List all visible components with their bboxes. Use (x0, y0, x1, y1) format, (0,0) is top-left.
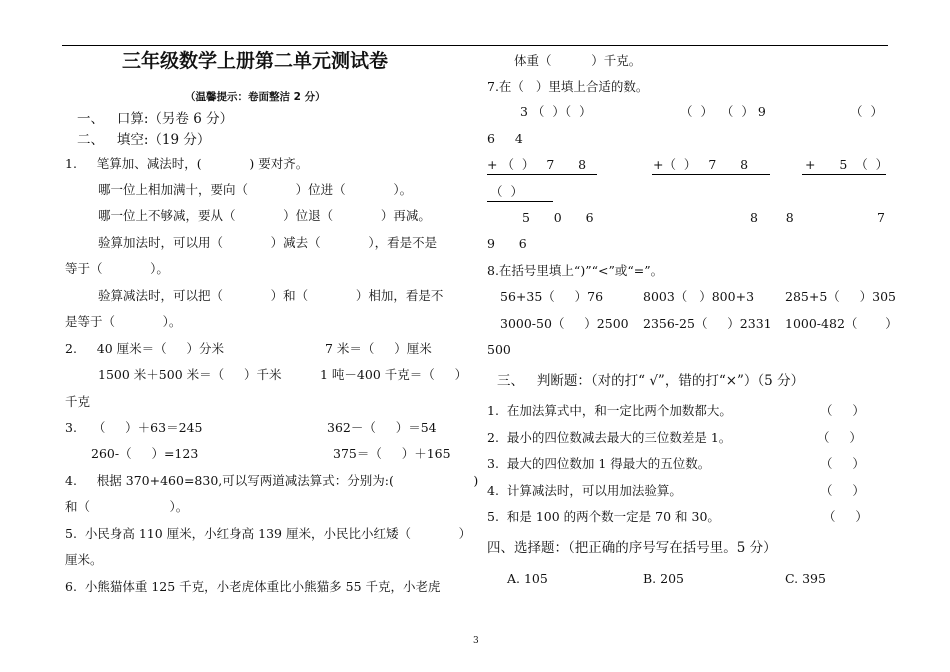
tf-paren-3: （ ） (820, 456, 865, 471)
q3-line1-a: 3. （ ）＋63＝245 (65, 420, 203, 435)
q8-r1-b: 8003（ ）800+3 (643, 289, 755, 304)
page-number: 3 (473, 636, 479, 646)
q7-c-underline (802, 174, 886, 175)
tf-paren-4: （ ） (820, 483, 865, 498)
q7-b-row2: +（ ） 7 8 (653, 157, 749, 172)
q7-row-f: 9 6 (487, 236, 527, 251)
section-fill-blank: 二、 填空:（19 分） (77, 132, 211, 148)
q8-prompt: 8.在括号里填上“)”“<”或“=”。 (487, 263, 664, 278)
tf-paren-2: （ ） (817, 430, 862, 445)
q7-b-row1: （ ） （ ） 9 (680, 104, 766, 119)
q3-line2-b: 375＝（ ）＋165 (333, 446, 451, 461)
q1-line4: 验算加法时，可以用（ ）减去（ ），看是不是 (98, 235, 438, 250)
q8-r2-b: 2356-25（ ）2331 (643, 316, 772, 331)
q4-line1: 4. 根据 370+460=830,可以写两道减法算式：分别为:( ) (65, 473, 479, 488)
choice-a: A. 105 (507, 571, 548, 586)
tf-paren-5: （ ） (823, 509, 868, 524)
q1-line1: 1. 笔算加、减法时，( ) 要对齐。 (65, 156, 309, 171)
q7-a-underline (487, 174, 597, 175)
q7-row-d: 6 4 (487, 131, 523, 146)
q6-line1: 6. 小熊猫体重 125 千克，小老虎体重比小熊猫多 55 千克，小老虎 (65, 579, 441, 594)
q7-prompt: 7.在（ ）里填上合适的数。 (487, 79, 649, 94)
q7-b-underline (652, 174, 770, 175)
q5-line1: 5. 小民身高 110 厘米，小红身高 139 厘米，小民比小红矮（ ） (65, 526, 472, 541)
q5-line2: 厘米。 (65, 552, 103, 567)
q1-line5: 等于（ ）。 (65, 261, 169, 276)
q2-line2-a: 1500 米＋500 米＝（ ）千米 (98, 367, 282, 382)
q7-a-row1: 3 （ ）（ ） (520, 104, 592, 119)
choice-b: B. 205 (643, 571, 684, 586)
q1-line7: 是等于（ ）。 (65, 314, 182, 329)
q6-line2: 体重（ ）千克。 (514, 53, 642, 68)
tf-paren-1: （ ） (820, 403, 865, 418)
q8-r2-c: 1000-482（ ） (785, 316, 898, 331)
q7-row-e: （ ） (490, 184, 523, 199)
tidiness-hint: （温馨提示：卷面整洁 2 分） (185, 91, 326, 103)
q7-c-row2: + 5 （ ） (805, 157, 889, 172)
q1-line3: 哪一位上不够减，要从（ ）位退（ ）再减。 (98, 208, 431, 223)
choice-c: C. 395 (785, 571, 826, 586)
q2-line3: 千克 (65, 394, 91, 409)
q3-line2-a: 260-（ ）=123 (91, 446, 199, 461)
q7-c-row1: （ ） (850, 104, 883, 119)
q8-r1-c: 285+5（ ）305 (785, 289, 897, 304)
q8-r2-a: 3000-50（ ）2500 (500, 316, 629, 331)
section-true-false: 三、 判断题：（对的打“ √”，错的打“×”）（5 分） (497, 373, 805, 389)
q3-line1-b: 362－（ ）＝54 (327, 420, 437, 435)
q7-a-row2: + （ ） 7 8 (487, 157, 587, 172)
section-multiple-choice: 四、选择题：（把正确的序号写在括号里。5 分） (487, 540, 777, 556)
q8-r1-a: 56+35（ ）76 (500, 289, 604, 304)
tf-item-4: 4. 计算减法时，可以用加法验算。 (487, 483, 682, 498)
q1-line2: 哪一位上相加满十，要向（ ）位进（ ）。 (98, 182, 413, 197)
q2-line1-b: 7 米＝（ ）厘米 (325, 341, 432, 356)
tf-item-2: 2. 最小的四位数减去最大的三位数差是 1。 (487, 430, 732, 445)
top-rule (62, 45, 888, 46)
q1-line6: 验算减法时，可以把（ ）和（ ）相加，看是不 (98, 288, 444, 303)
q7-e-underline (487, 201, 553, 202)
q4-line2: 和（ ）。 (65, 499, 189, 514)
tf-item-3: 3. 最大的四位数加 1 得最大的五位数。 (487, 456, 711, 471)
q2-line1-a: 2. 40 厘米＝（ ）分米 (65, 341, 225, 356)
q7-b-row3: 8 8 (750, 210, 794, 225)
q8-r3: 500 (487, 342, 511, 357)
section-oral-calc: 一、 口算:（另卷 6 分） (77, 111, 234, 127)
q7-a-row3: 5 0 6 (522, 210, 594, 225)
tf-item-5: 5. 和是 100 的两个数一定是 70 和 30。 (487, 509, 720, 524)
page-title: 三年级数学上册第二单元测试卷 (122, 50, 389, 72)
tf-item-1: 1. 在加法算式中，和一定比两个加数都大。 (487, 403, 732, 418)
q7-c-row3: 7 (877, 210, 885, 225)
q2-line2-b: 1 吨－400 千克＝（ ） (320, 367, 468, 382)
